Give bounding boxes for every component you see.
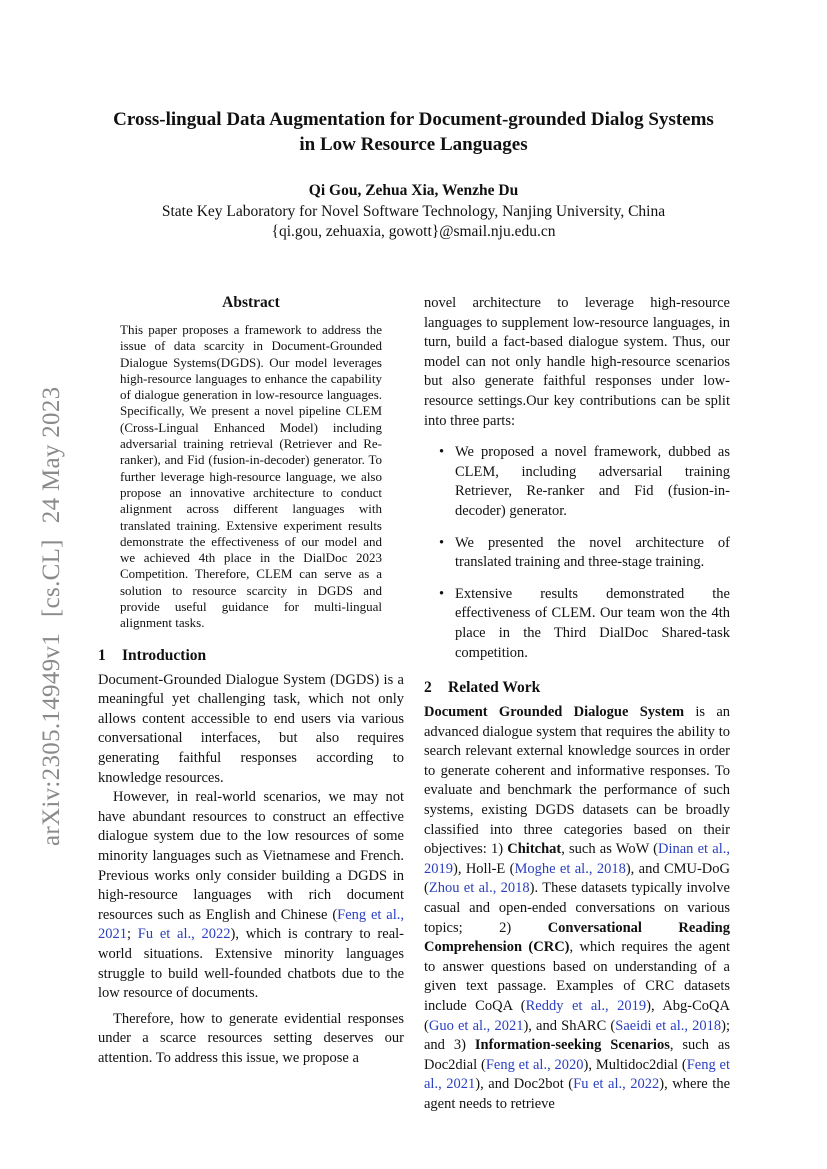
- text-run: ), Holl-E (: [453, 860, 515, 877]
- contributions-list: [424, 443, 730, 663]
- bullet-icon: •: [439, 585, 445, 602]
- title-line-1: Cross-lingual Data Augmentation for Document-grounded Dialog Systems: [113, 109, 714, 130]
- text-run: ), and CMU-DoG (: [424, 860, 730, 897]
- section-heading-introduction: [98, 647, 404, 665]
- intro-paragraph-1: Document-Grounded Dialogue System (DGDS) is a meaningful yet challenging task, which not only allows content accessible to end users via various conversational interfaces, but also requires generating faithful responses according to knowledge resources.: [98, 671, 404, 786]
- citation-link[interactable]: Feng et al., 2021: [424, 1056, 730, 1093]
- text-run: , such as WoW (: [561, 841, 658, 858]
- text-run: is an advanced dialogue system that requires the ability to search relevant external knowledge sources in order to generate coherent and informative responses. To evaluate and benchmark the performance of such systems, existing DGDS datasets can be broadly classified into three categories based on their objectives: 1): [424, 704, 731, 858]
- text-run: ), which is contrary to real-world situations. Extensive minority languages struggle to build well-founded chatbots due to the low resource of documents.: [98, 926, 404, 1002]
- abstract-text: This paper proposes a framework to address the issue of data scarcity in Document-Grounded Dialogue Systems(DGDS). Our model leverages high-resource languages to enhance the capability of dialogue generation in low-resource languages. Specifically, We present a novel pipeline CLEM (Cross-Lingual Enhanced Model) including adversarial training retrieval (Retriever and Re-ranker), and Fid (fusion-in-decoder) generator. To further leverage high-resource language, we also propose an innovative architecture to conduct alignment across different languages with translated training. Extensive experiment results demonstrate the effectiveness of our model and we achieved 4th place in the DialDoc 2023 Competition. Therefore, CLEM can serve as a solution to resource scarcity in DGDS and provide useful guidance for multi-lingual alignment tasks.: [120, 322, 382, 631]
- related-work-paragraph: [424, 703, 730, 1114]
- bold-term: Document Grounded Dialogue System: [424, 704, 685, 721]
- authors: Qi Gou, Zehua Xia, Wenzhe Du: [308, 182, 519, 199]
- arxiv-date: 24 May 2023: [38, 386, 65, 524]
- text-run: , such as Doc2dial (: [424, 1037, 730, 1073]
- intro-paragraph-3: Therefore, how to generate evidential responses under a scarce resources setting deserves our attention. To address this issue, we propose a: [98, 1010, 404, 1066]
- citation-link[interactable]: Dinan et al., 2019: [424, 841, 730, 877]
- section-title: Related Work: [448, 679, 541, 697]
- section-number: 2: [424, 679, 432, 697]
- citation-link[interactable]: Zhou et al., 2018: [428, 880, 530, 897]
- citation-link[interactable]: Saeidi et al., 2018: [615, 1017, 722, 1034]
- arxiv-id: arXiv:2305.14949v1: [38, 632, 65, 846]
- text-run: ;: [127, 926, 138, 943]
- list-item-text: We presented the novel architecture of translated training and three-stage training.: [455, 534, 730, 571]
- author-emails: {qi.gou, zehuaxia, gowott}@smail.nju.edu.cn: [271, 223, 556, 240]
- text-run: , which requires the agent to answer questions based on understanding of a given text passage. Examples of CRC datasets include CoQA (: [424, 939, 730, 1014]
- list-item: [424, 443, 730, 521]
- text-run: ), Multidoc2dial (: [583, 1056, 687, 1073]
- list-item: [424, 534, 730, 573]
- section-title: Introduction: [122, 646, 207, 664]
- right-column: [424, 294, 730, 1115]
- affiliation: State Key Laboratory for Novel Software Technology, Nanjing University, China: [161, 203, 666, 220]
- left-column: [98, 294, 404, 1069]
- arxiv-stamp: [38, 371, 66, 846]
- text-run: ), where the agent needs to retrieve: [424, 1076, 731, 1112]
- citation-link[interactable]: Feng et al., 2021: [98, 906, 404, 943]
- title-line-2: in Low Resource Languages: [299, 134, 528, 155]
- list-item-text: We proposed a novel framework, dubbed as CLEM, including adversarial training Retriever, Re-ranker and Fid (fusion-in-decoder) generator.: [455, 444, 730, 519]
- bold-term: Conversational Reading Comprehension (CRC): [424, 919, 730, 956]
- bullet-icon: •: [439, 444, 445, 461]
- citation-link[interactable]: Moghe et al., 2018: [514, 860, 626, 877]
- list-item: [424, 585, 730, 663]
- text-run: ), and ShARC (: [523, 1017, 616, 1034]
- citation-link[interactable]: Fu et al., 2022: [573, 1076, 660, 1093]
- section-number: 1: [98, 646, 106, 664]
- intro-paragraph-2: [98, 788, 404, 1004]
- citation-link[interactable]: Guo et al., 2021: [428, 1017, 524, 1034]
- text-run: ), and Doc2bot (: [475, 1076, 574, 1093]
- bold-term: Information-seeking Scenarios: [474, 1037, 670, 1054]
- bullet-icon: •: [439, 534, 445, 551]
- text-run: ). These datasets typically involve casual and open-ended conversations on various topics; 2): [424, 880, 730, 936]
- section-heading-related-work: [424, 679, 730, 697]
- citation-link[interactable]: Feng et al., 2020: [485, 1056, 584, 1073]
- text-run: ), Abg-CoQA (: [424, 998, 730, 1034]
- citation-link[interactable]: Fu et al., 2022: [137, 926, 231, 943]
- paper-title: [80, 107, 747, 157]
- citation-link[interactable]: Reddy et al., 2019: [525, 998, 647, 1014]
- list-item-text: Extensive results demonstrated the effectiveness of CLEM. Our team won the 4th place in the Third DialDoc Shared-task competition.: [455, 585, 730, 661]
- bold-term: Chitchat: [507, 841, 562, 858]
- text-run: However, in real-world scenarios, we may not have abundant resources to construct an effective dialogue system due to the low resources of some minority languages such as Vietnamese and French. Previous works only consider building a DGDS in high-resource languages with rich document resources such as English and Chinese (: [98, 789, 404, 923]
- intro-paragraph-continued: novel architecture to leverage high-resource languages to supplement low-resource languages, in turn, build a fact-based dialogue system. Thus, our model can not only handle high-resource scenarios but also generate faithful responses under low-resource settings.Our key contributions can be split into three parts:: [424, 295, 730, 429]
- abstract-heading: Abstract: [222, 294, 280, 311]
- text-run: ); and 3): [424, 1017, 730, 1054]
- arxiv-category: [cs.CL]: [38, 539, 65, 617]
